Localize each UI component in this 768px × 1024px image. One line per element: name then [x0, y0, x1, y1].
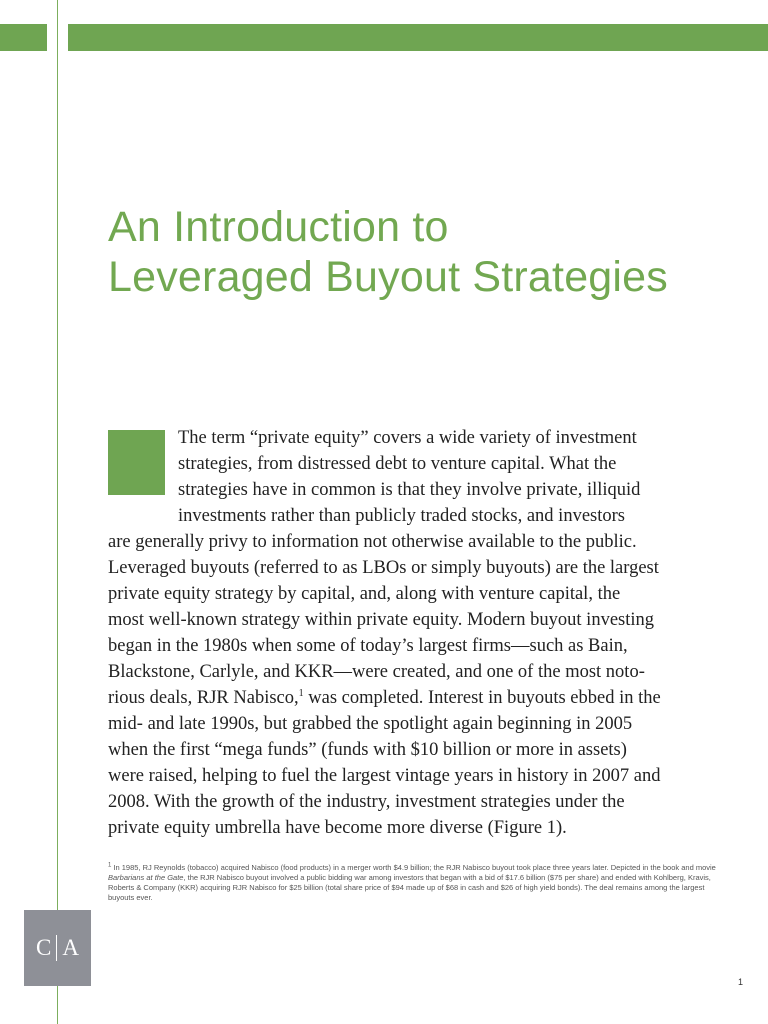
- header-bar-left: [0, 24, 47, 51]
- paragraph-line: strategies, from distressed debt to venture capital. What the: [178, 454, 617, 474]
- page-number: 1: [738, 977, 744, 987]
- paragraph-line: most well-known strategy within private equity. Modern buyout investing: [108, 610, 655, 630]
- page-title: [108, 202, 758, 302]
- paragraph-line: Leveraged buyouts (referred to as LBOs or simply buyouts) are the largest: [108, 558, 659, 578]
- footnote: [108, 863, 718, 903]
- paragraph-line: Blackstone, Carlyle, and KKR—were created, and one of the most noto-: [108, 662, 645, 682]
- paragraph-line: The term “private equity” covers a wide variety of investment: [178, 428, 637, 448]
- paragraph-line: mid- and late 1990s, but grabbed the spotlight again beginning in 2005: [108, 714, 633, 734]
- footnote-text: , the RJR Nabisco buyout involved a public bidding war among investors that began with a bid of $17.6 billion ($75 per share) and ended with Kohlberg, Kravis, Roberts & Company (KKR) acquiring RJR Nabisco for $25 billion (total share price of $94 made up of $68 in cash and $26 of high yield bonds). The deal remains among the largest buyouts ever.: [108, 873, 711, 902]
- title-line: An Introduction to: [108, 203, 449, 251]
- ca-logo: [24, 910, 91, 986]
- paragraph-line: 2008. With the growth of the industry, investment strategies under the: [108, 792, 625, 812]
- paragraph-line: [108, 685, 718, 711]
- header-bar-right: [68, 24, 768, 51]
- line-text: rious deals, RJR Nabisco,: [108, 688, 299, 708]
- paragraph-line: strategies have in common is that they involve private, illiquid: [178, 480, 641, 500]
- paragraph-line: began in the 1980s when some of today’s largest firms—such as Bain,: [108, 636, 628, 656]
- footnote-reference[interactable]: 1: [298, 687, 304, 699]
- paragraph-line: are generally privy to information not otherwise available to the public.: [108, 532, 637, 552]
- line-text: was completed. Interest in buyouts ebbed in the: [303, 688, 661, 708]
- logo-letter-c: C: [36, 935, 52, 960]
- footnote-text: In 1985, RJ Reynolds (tobacco) acquired Nabisco (food products) in a merger worth $4.9 billion; the RJR Nabisco buyout took place three years later. Depicted in the book and movie: [111, 863, 716, 872]
- paragraph-line: investments rather than publicly traded stocks, and investors: [178, 506, 625, 526]
- logo-divider: [56, 935, 57, 961]
- paragraph-line: private equity umbrella have become more diverse (Figure 1).: [108, 818, 567, 838]
- footnote-marker: 1: [108, 862, 112, 869]
- footnote-book-title: Barbarians at the Gate: [108, 873, 184, 882]
- logo-letter-a: A: [62, 935, 79, 960]
- title-line: Leveraged Buyout Strategies: [108, 253, 668, 301]
- paragraph-line: were raised, helping to fuel the largest vintage years in history in 2007 and: [108, 766, 661, 786]
- vertical-rule: [57, 0, 58, 1024]
- intro-paragraph: [108, 425, 718, 841]
- paragraph-line: private equity strategy by capital, and, along with venture capital, the: [108, 584, 621, 604]
- paragraph-line: when the first “mega funds” (funds with $10 billion or more in assets): [108, 740, 627, 760]
